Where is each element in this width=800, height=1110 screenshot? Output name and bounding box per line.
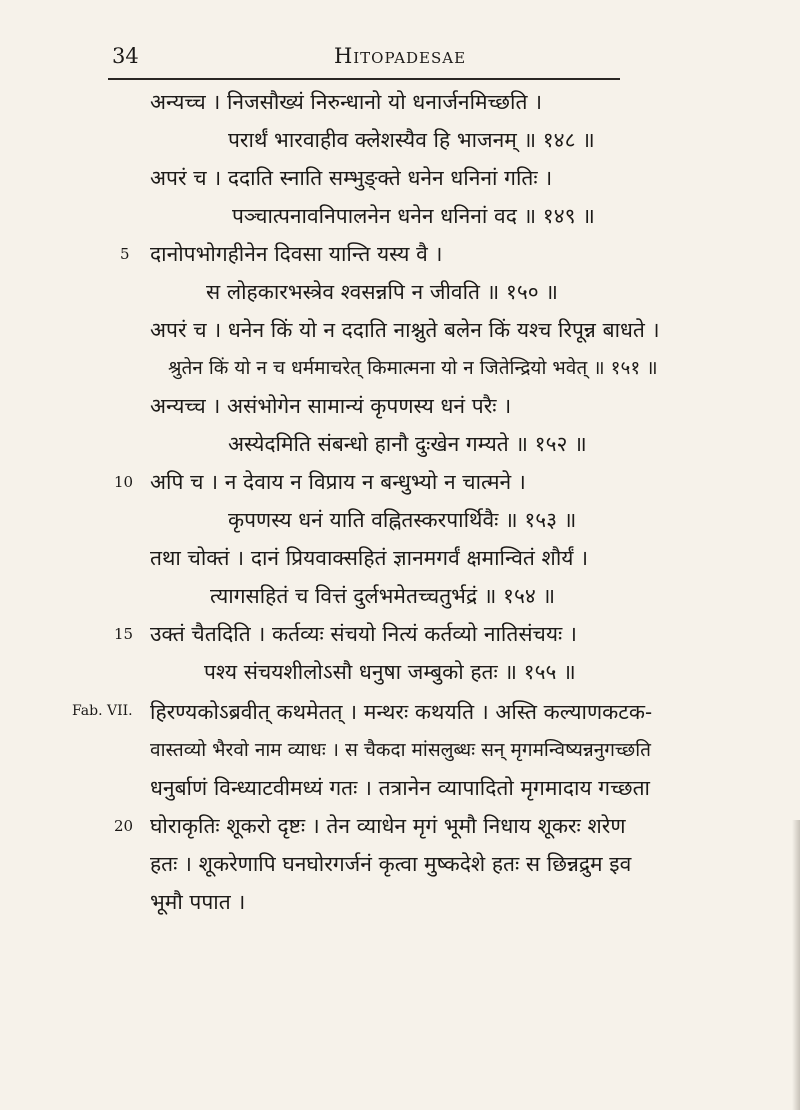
running-title: Hitopadesae <box>333 44 467 68</box>
text-line: अपरं च । धनेन किं यो न ददाति नाश्नुते बलेन किं यश्च रिपून्न बाधते । <box>150 318 660 342</box>
margin-line-number: 20 <box>114 817 134 835</box>
text-line: त्यागसहितं च वित्तं दुर्लभमेतच्चतुर्भद्रं ॥ १५४ ॥ <box>210 584 556 608</box>
text-line: अन्यच्च । असंभोगेन सामान्यं कृपणस्य धनं परैः । <box>150 394 512 418</box>
text-line: अपरं च । ददाति स्नाति सम्भुङ्क्ते धनेन धनिनां गतिः । <box>150 166 553 190</box>
margin-line-number: 10 <box>114 473 134 491</box>
text-line: पश्य संचयशीलोऽसौ धनुषा जम्बुको हतः ॥ १५५ ॥ <box>204 660 576 684</box>
text-line: धनुर्बाणं विन्ध्याटवीमध्यं गतः । तत्रानेन व्यापादितो मृगमादाय गच्छता <box>150 776 650 800</box>
text-line: अस्येदमिति संबन्धो हानौ दुःखेन गम्यते ॥ १५२ ॥ <box>228 432 587 456</box>
page-number: 34 <box>112 44 139 68</box>
text-line: कृपणस्य धनं याति वह्नितस्करपार्थिवैः ॥ १५३ ॥ <box>228 508 577 532</box>
text-line: हतः । शूकरेणापि घनघोरगर्जनं कृत्वा मुष्कदेशे हतः स छिन्नद्रुम इव <box>150 852 632 876</box>
margin-line-number: 5 <box>120 245 130 263</box>
margin-line-number: 15 <box>114 625 134 643</box>
text-line: वास्तव्यो भैरवो नाम व्याधः । स चैकदा मांसलुब्धः सन् मृगमन्विष्यन्ननुगच्छति <box>150 739 651 761</box>
text-line: उक्तं चैतदिति । कर्तव्यः संचयो नित्यं कर्तव्यो नातिसंचयः । <box>150 622 577 646</box>
text-line: परार्थं भारवाहीव क्लेशस्यैव हि भाजनम् ॥ १४८ ॥ <box>228 128 595 152</box>
text-line: अन्यच्च । निजसौख्यं निरुन्धानो यो धनार्जनमिच्छति । <box>150 90 543 114</box>
text-line: घोराकृतिः शूकरो दृष्टः । तेन व्याधेन मृगं भूमौ निधाय शूकरः शरेण <box>150 814 626 838</box>
fable-marker: Fab. VII. <box>72 703 133 719</box>
text-line: श्रुतेन किं यो न च धर्ममाचरेत् किमात्मना यो न जितेन्द्रियो भवेत् ॥ १५१ ॥ <box>168 357 658 379</box>
header-rule <box>108 78 620 80</box>
text-line: दानोपभोगहीनेन दिवसा यान्ति यस्य वै । <box>150 242 443 266</box>
text-line: पञ्चात्पनावनिपालनेन धनेन धनिनां वद ॥ १४९ ॥ <box>232 204 595 228</box>
text-line: स लोहकारभस्त्रेव श्वसन्नपि न जीवति ॥ १५० ॥ <box>206 280 558 304</box>
page-edge-shadow <box>792 820 800 1110</box>
text-line: अपि च । न देवाय न विप्राय न बन्धुभ्यो न चात्मने । <box>150 470 526 494</box>
text-line: हिरण्यकोऽब्रवीत् कथमेतत् । मन्थरः कथयति । अस्ति कल्याणकटक- <box>150 700 653 724</box>
text-line: तथा चोक्तं । दानं प्रियवाक्सहितं ज्ञानमगर्वं क्षमान्वितं शौर्यं । <box>150 546 589 570</box>
text-line: भूमौ पपात । <box>150 890 246 914</box>
